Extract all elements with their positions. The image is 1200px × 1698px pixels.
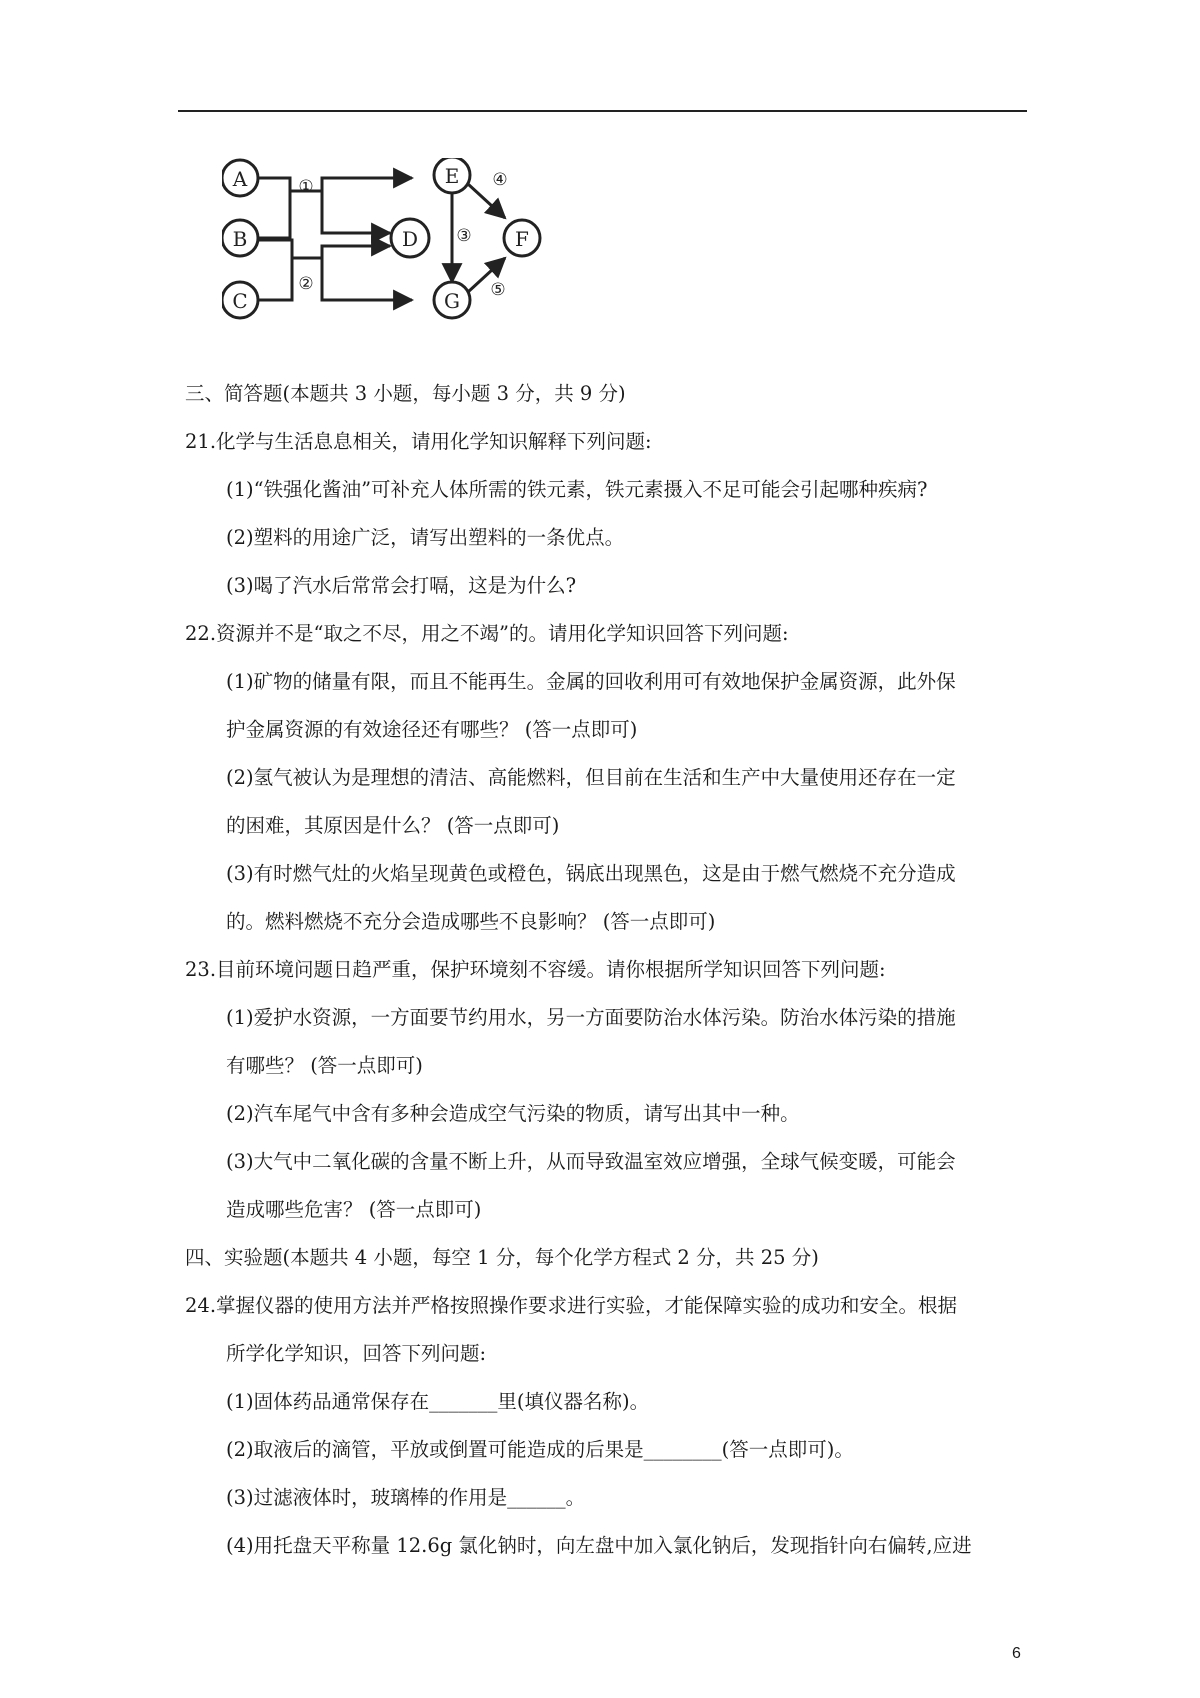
reaction-diagram <box>222 158 598 348</box>
header-rule <box>178 110 1027 112</box>
edge-label-2: ② <box>298 274 314 294</box>
edge-label-4: ④ <box>492 170 508 190</box>
question-22-part-3-cont: 的。燃料燃烧不充分会造成哪些不良影响？ (答一点即可) <box>226 910 716 933</box>
edge-label-3: ③ <box>456 226 472 246</box>
question-21-part-2: (2)塑料的用途广泛，请写出塑料的一条优点。 <box>226 526 625 549</box>
question-24-part-3: (3)过滤液体时，玻璃棒的作用是______。 <box>226 1486 586 1509</box>
edge-label-5: ⑤ <box>490 280 506 300</box>
edge-a-to-r1 <box>258 178 290 238</box>
edge-r2-to-g <box>322 258 412 300</box>
question-24-part-1: (1)固体药品通常保存在_______里(填仪器名称)。 <box>226 1390 650 1413</box>
edge-label-1: ① <box>298 177 314 197</box>
page-number: 6 <box>1012 1645 1021 1662</box>
question-23-part-3: (3)大气中二氧化碳的含量不断上升，从而导致温室效应增强，全球气候变暖，可能会 <box>226 1150 956 1173</box>
question-22-part-3: (3)有时燃气灶的火焰呈现黄色或橙色，锅底出现黑色，这是由于燃气燃烧不充分造成 <box>226 862 956 885</box>
question-23-part-3-cont: 造成哪些危害？ (答一点即可) <box>226 1198 482 1221</box>
question-21-part-1: (1)“铁强化酱油”可补充人体所需的铁元素，铁元素摄入不足可能会引起哪种疾病? <box>226 478 928 501</box>
edge-c-to-r2 <box>258 240 292 300</box>
section-heading-3: 三、简答题(本题共 3 小题，每小题 3 分，共 9 分) <box>185 382 626 405</box>
question-22: 22.资源并不是“取之不尽，用之不竭”的。请用化学知识回答下列问题: <box>185 622 789 645</box>
question-22-part-2-cont: 的困难，其原因是什么？ (答一点即可) <box>226 814 560 837</box>
question-text <box>185 370 1027 1570</box>
node-e-label: E <box>444 164 460 188</box>
section-heading-4: 四、实验题(本题共 4 小题，每空 1 分，每个化学方程式 2 分，共 25 分) <box>185 1246 819 1269</box>
node-d-label: D <box>401 227 419 251</box>
edge-r2-to-d <box>292 246 390 258</box>
node-a-label: A <box>232 167 248 191</box>
question-23-part-1: (1)爱护水资源，一方面要节约用水，另一方面要防治水体污染。防治水体污染的措施 <box>226 1006 956 1029</box>
question-21-part-3: (3)喝了汽水后常常会打嗝，这是为什么? <box>226 574 577 597</box>
question-23-part-1-cont: 有哪些？ (答一点即可) <box>226 1054 423 1077</box>
node-f-label: F <box>515 227 529 251</box>
question-22-part-2: (2)氢气被认为是理想的清洁、高能燃料，但目前在生活和生产中大量使用还存在一定 <box>226 766 956 789</box>
question-23: 23.目前环境问题日趋严重，保护环境刻不容缓。请你根据所学知识回答下列问题: <box>185 958 886 981</box>
question-23-part-2: (2)汽车尾气中含有多种会造成空气污染的物质，请写出其中一种。 <box>226 1102 800 1125</box>
question-24: 24.掌握仪器的使用方法并严格按照操作要求进行实验，才能保障实验的成功和安全。根据 <box>185 1294 958 1317</box>
question-22-part-1-cont: 护金属资源的有效途径还有哪些？ (答一点即可) <box>226 718 638 741</box>
question-24-part-4: (4)用托盘天平称量 12.6g 氯化钠时，向左盘中加入氯化钠后，发现指针向右偏转,应进 <box>226 1534 972 1557</box>
node-c-label: C <box>232 289 248 313</box>
node-g-label: G <box>444 289 460 313</box>
node-b-label: B <box>232 227 248 251</box>
question-21: 21.化学与生活息息相关，请用化学知识解释下列问题: <box>185 430 652 453</box>
question-22-part-1: (1)矿物的储量有限，而且不能再生。金属的回收利用可有效地保护金属资源，此外保 <box>226 670 956 693</box>
edge-r1-to-d <box>322 191 390 233</box>
question-24-part-2: (2)取液后的滴管，平放或倒置可能造成的后果是________(答一点即可)。 <box>226 1438 854 1461</box>
question-24-cont: 所学化学知识，回答下列问题: <box>226 1342 487 1365</box>
